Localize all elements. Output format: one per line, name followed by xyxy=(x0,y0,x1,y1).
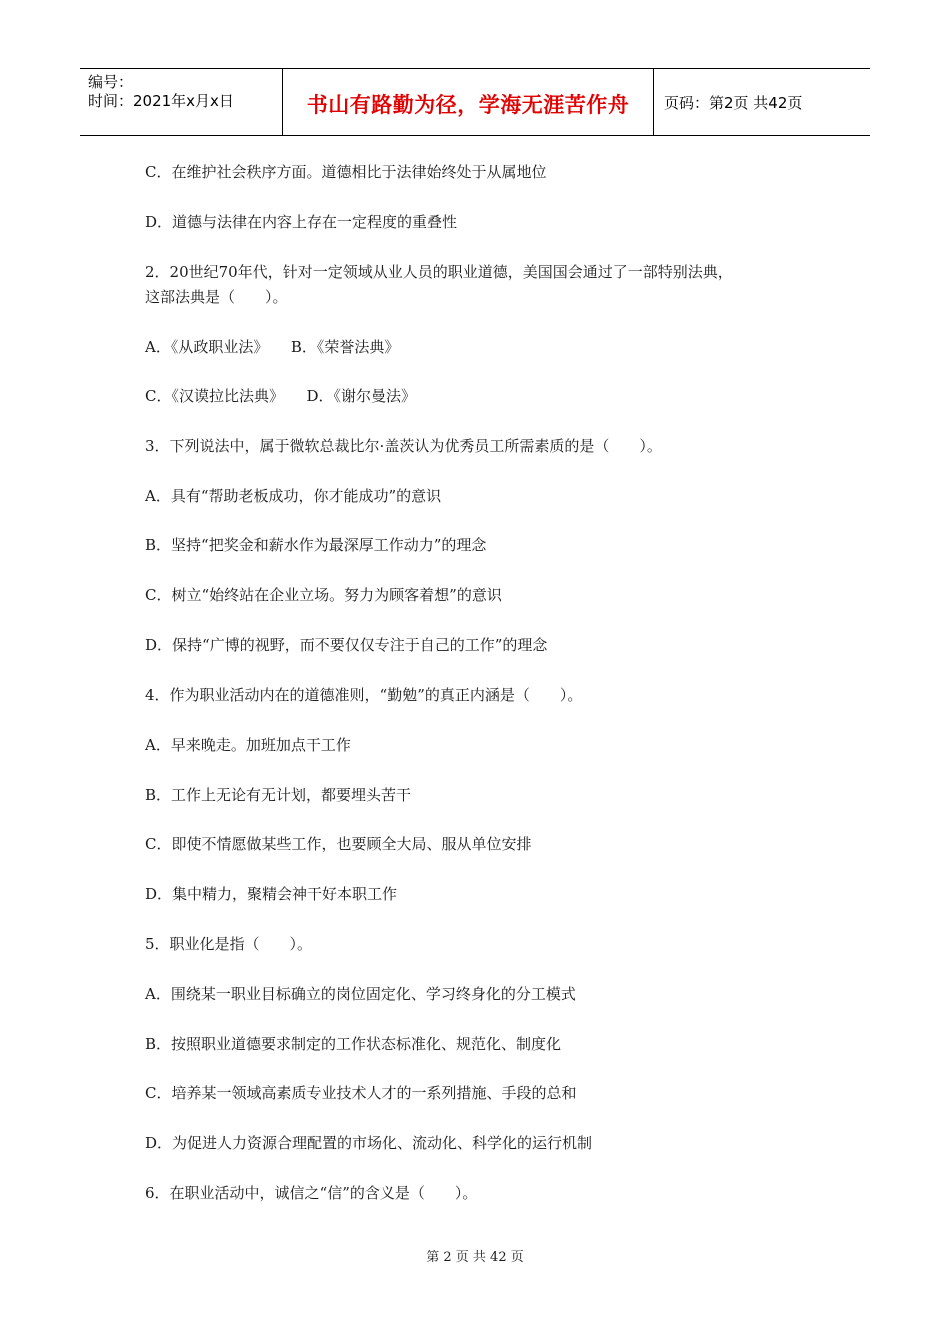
header-motto: 书山有路勤为径，学海无涯苦作舟 xyxy=(282,69,654,135)
option-line: B．按照职业道德要求制定的工作状态标准化、规范化、制度化 xyxy=(145,1035,562,1053)
option-line: C．即使不情愿做某些工作，也要顾全大局、服从单位安排 xyxy=(145,835,532,853)
option-line: A．具有“帮助老板成功，你才能成功”的意识 xyxy=(145,487,442,505)
page-header xyxy=(80,68,870,136)
question-5: 5．职业化是指（ ）。 xyxy=(145,935,313,953)
header-meta xyxy=(80,69,282,135)
option-line: B．工作上无论有无计划，都要埋头苦干 xyxy=(145,786,412,804)
question-2: 2．20世纪70年代，针对一定领域从业人员的职业道德，美国国会通过了一部特别法典， xyxy=(145,263,733,281)
question-4: 4．作为职业活动内在的道德准则，“勤勉”的真正内涵是（ ）。 xyxy=(145,686,583,704)
question-3: 3．下列说法中，属于微软总裁比尔·盖茨认为优秀员工所需素质的是（ ）。 xyxy=(145,437,662,455)
header-page-info: 页码：第2页 共42页 xyxy=(664,93,803,112)
text-line: 这部法典是（ ）。 xyxy=(145,288,288,306)
option-line: C．培养某一领域高素质专业技术人才的一系列措施、手段的总和 xyxy=(145,1084,577,1102)
option-line: A．《从政职业法》 B．《荣誉法典》 xyxy=(145,338,400,356)
text-line: D．道德与法律在内容上存在一定程度的重叠性 xyxy=(145,213,458,231)
question-6: 6．在职业活动中，诚信之“信”的含义是（ ）。 xyxy=(145,1184,478,1202)
option-line: A．早来晚走。加班加点干工作 xyxy=(145,736,351,754)
document-number-label: 编号： xyxy=(88,73,134,91)
option-line: D．保持“广博的视野，而不要仅仅专注于自己的工作”的理念 xyxy=(145,636,548,654)
option-line: D．集中精力，聚精会神干好本职工作 xyxy=(145,885,398,903)
page-footer: 第 2 页 共 42 页 xyxy=(426,1250,524,1265)
option-line: C．树立“始终站在企业立场。努力为顾客着想”的意识 xyxy=(145,586,502,604)
option-line: A．围绕某一职业目标确立的岗位固定化、学习终身化的分工模式 xyxy=(145,985,576,1003)
option-line: D．为促进人力资源合理配置的市场化、流动化、科学化的运行机制 xyxy=(145,1134,593,1152)
document-time-label: 时间：2021年x月x日 xyxy=(88,92,234,110)
text-line: C．在维护社会秩序方面。道德相比于法律始终处于从属地位 xyxy=(145,163,547,181)
option-line: C．《汉谟拉比法典》 D．《谢尔曼法》 xyxy=(145,387,417,405)
option-line: B．坚持“把奖金和薪水作为最深厚工作动力”的理念 xyxy=(145,536,487,554)
